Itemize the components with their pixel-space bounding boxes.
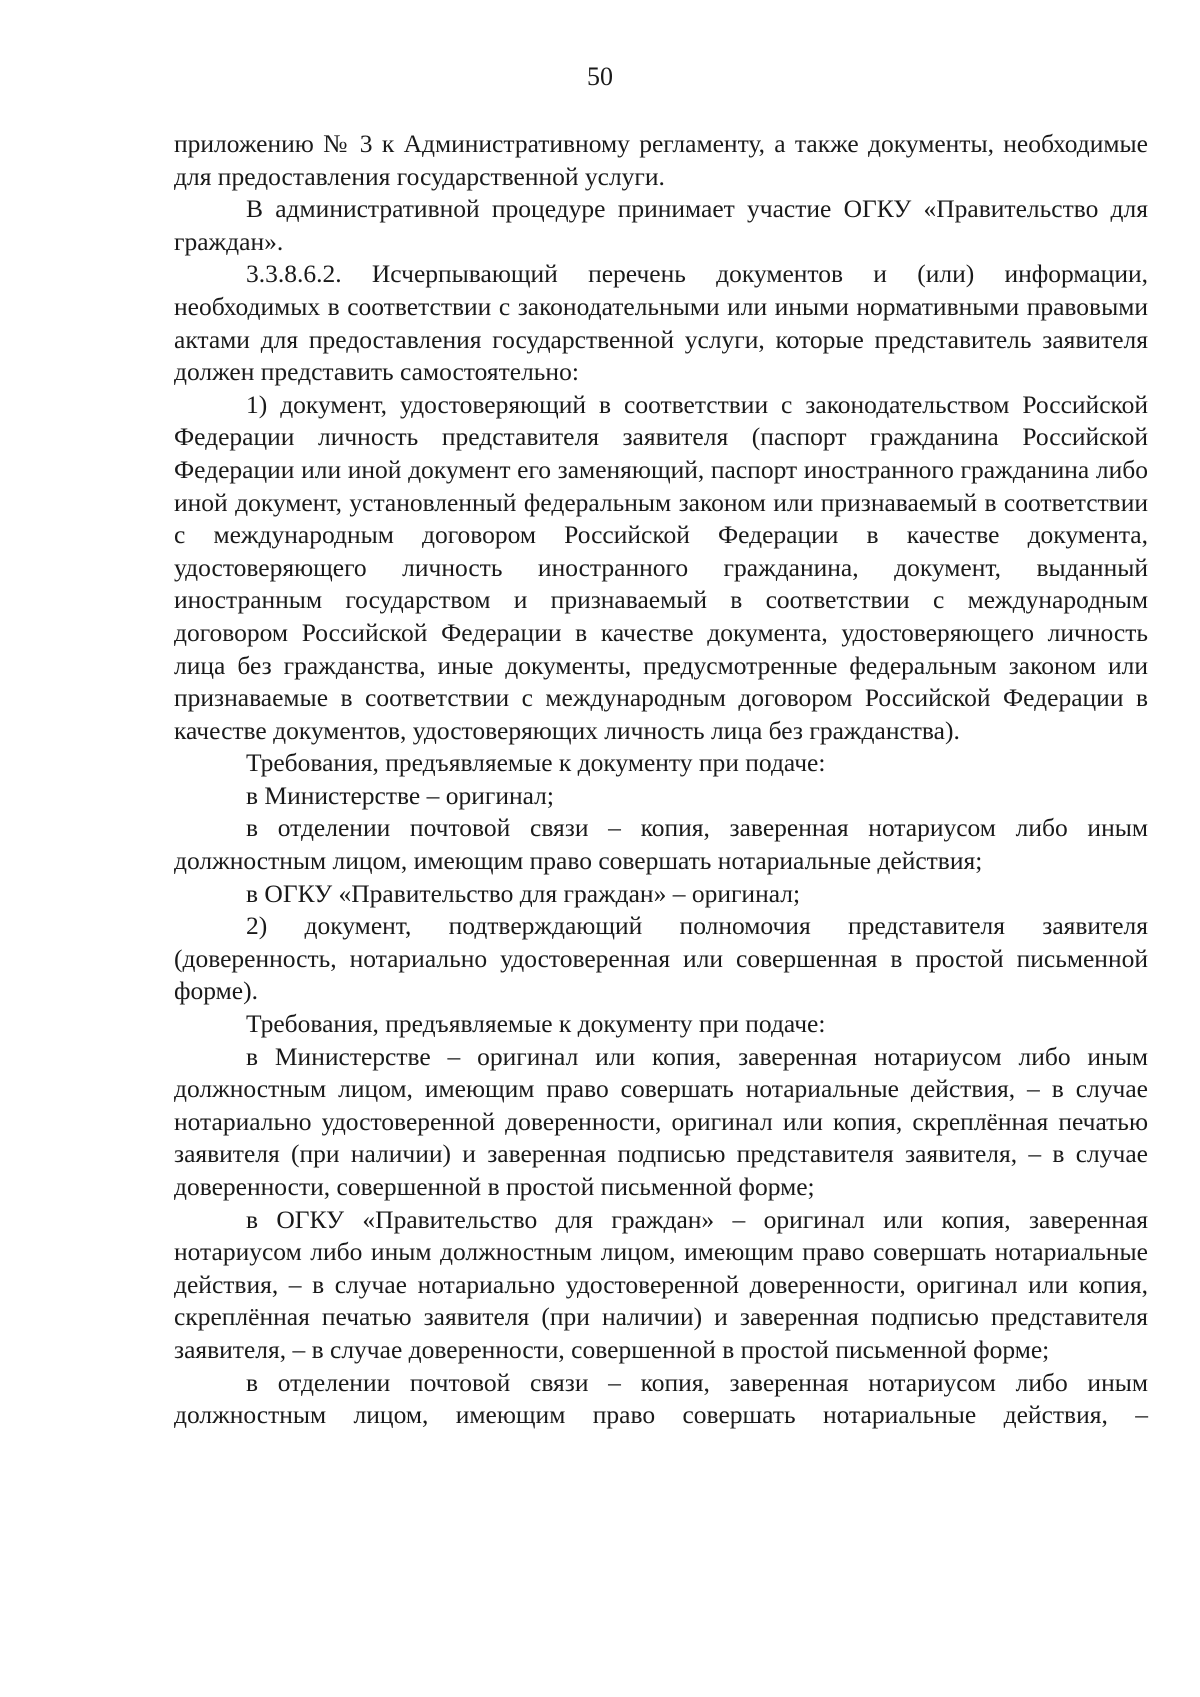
paragraph-participant: В административной процедуре принимает участие ОГКУ «Правительство для граждан».	[174, 194, 1148, 256]
paragraph-requirements-heading: Требования, предъявляемые к документу при подаче:	[246, 748, 826, 778]
paragraph-post-office-2: в отделении почтовой связи – копия, заверенная нотариусом либо иным должностным лицом, имеющим право совершать нотариальные действия, –	[174, 1367, 1148, 1430]
paragraph-post-office: в отделении почтовой связи – копия, заверенная нотариусом либо иным должностным лицом, имеющим право совершать нотариальные действия;	[174, 813, 1148, 876]
paragraph-ogku-2: в ОГКУ «Правительство для граждан» – оригинал или копия, заверенная нотариусом либо иным должностным лицом, имеющим право совершать нотариальные действия, – в случае нотариально удостоверенной доверенности, оригинал или копия, скреплённая печатью заявителя (при наличии) и заверенная подписью представителя заявителя, – в случае доверенности, совершенной в простой письменной форме;	[174, 1204, 1148, 1364]
paragraph-section-3-3-8-6-2: 3.3.8.6.2. Исчерпывающий перечень документов и (или) информации, необходимых в соответствии с законодательными или иными нормативными правовыми актами для предоставления государственной услуги, которые представитель заявителя должен представить самостоятельно:	[174, 259, 1148, 387]
paragraph-ogku: в ОГКУ «Правительство для граждан» – оригинал;	[246, 878, 801, 908]
paragraph-ministry-2: в Министерстве – оригинал или копия, заверенная нотариусом либо иным должностным лицом, имеющим право совершать нотариальные действия, – в случае нотариально удостоверенной доверенности, оригинал или копия, скреплённая печатью заявителя (при наличии) и заверенная подписью представителя заявителя, – в случае доверенности, совершенной в простой письменной форме;	[174, 1041, 1148, 1201]
paragraph-item-1: 1) документ, удостоверяющий в соответствии с законодательством Российской Федерации личность представителя заявителя (паспорт гражданина Российской Федерации или иной документ его заменяющий, паспорт иностранного гражданина либо иной документ, установленный федеральным законом или признаваемый в соответствии с международным договором Российской Федерации в качестве документа, удостоверяющего личность иностранного гражданина, документ, выданный иностранным государством и признаваемый в соответствии с международным договором Российской Федерации в качестве документа, удостоверяющего личность лица без гражданства, иные документы, предусмотренные федеральным законом или признаваемые в соответствии с международным договором Российской Федерации в качестве документов, удостоверяющих личность лица без гражданства).	[174, 389, 1148, 745]
page-number: 50	[587, 62, 613, 91]
paragraph-item-2: 2) документ, подтверждающий полномочия представителя заявителя (доверенность, нотариально удостоверенная или совершенная в простой письменной форме).	[174, 911, 1148, 1006]
paragraph-requirements-heading-2: Требования, предъявляемые к документу при подаче:	[246, 1009, 826, 1039]
paragraph-ministry: в Министерстве – оригинал;	[246, 780, 554, 810]
paragraph-continuation: приложению № 3 к Административному регламенту, а также документы, необходимые для предоставления государственной услуги.	[174, 129, 1148, 191]
document-body	[174, 128, 1148, 1432]
